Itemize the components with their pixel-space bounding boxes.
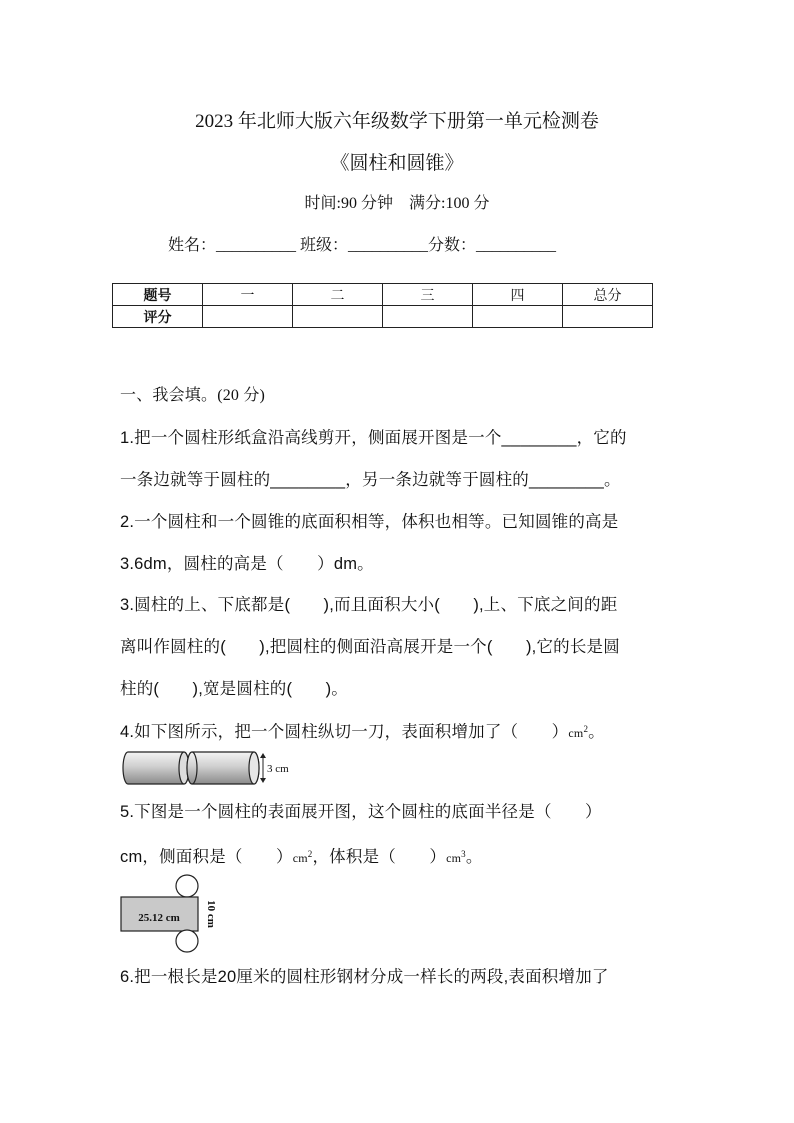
score-input-cell[interactable]: [293, 306, 383, 328]
score-table: [112, 283, 653, 328]
table-cell: 四: [473, 284, 563, 306]
cylinder-net-figure: [118, 873, 218, 955]
table-cell: 一: [203, 284, 293, 306]
time-score-line: 时间:90 分钟 满分:100 分: [304, 195, 490, 212]
unit-cm2: $cm^2$: [292, 849, 313, 865]
table-cell: 总分: [563, 284, 653, 306]
question-2-line-1: 2.一个圆柱和一个圆锥的底面积相等，体积也相等。已知圆锥的高是: [120, 513, 619, 531]
student-info-line: 姓名：__________ 班级：__________分数：__________: [168, 237, 557, 254]
score-input-cell[interactable]: [203, 306, 293, 328]
table-cell: 二: [293, 284, 383, 306]
table-row: [113, 284, 653, 306]
question-1-line-1: 1.把一个圆柱形纸盒沿高线剪开，侧面展开图是一个________，它的: [120, 429, 627, 447]
figure-height-label: 3 cm: [267, 763, 289, 775]
question-5-text-b: ，体积是（ ）: [312, 848, 447, 866]
question-6-line-1: 6.把一根长是20厘米的圆柱形钢材分成一样长的两段,表面积增加了: [120, 968, 609, 986]
question-3-line-3: 柱的( ),宽是圆柱的( )。: [120, 680, 348, 698]
page-subtitle: 《圆柱和圆锥》: [330, 153, 464, 174]
score-input-cell[interactable]: [563, 306, 653, 328]
table-cell: 评分: [113, 306, 203, 328]
question-5-text-a: cm，侧面积是（ ）: [120, 848, 293, 866]
score-input-cell[interactable]: [383, 306, 473, 328]
page-title: 2023 年北师大版六年级数学下册第一单元检测卷: [195, 111, 599, 132]
question-4-line: [120, 718, 605, 744]
question-1-line-2: 一条边就等于圆柱的________，另一条边就等于圆柱的________。: [120, 471, 621, 489]
question-2-line-2: 3.6dm，圆柱的高是（ ）dm。: [120, 555, 374, 573]
question-5-line-1: 5.下图是一个圆柱的表面展开图，这个圆柱的底面半径是（ ）: [120, 803, 602, 821]
question-5-end: 。: [465, 848, 483, 866]
section-heading: 一、我会填。(20 分): [120, 387, 266, 404]
question-4-text: 4.如下图所示，把一个圆柱纵切一刀，表面积增加了（ ）: [120, 723, 569, 741]
question-3-line-2: 离叫作圆柱的( ),把圆柱的侧面沿高展开是一个( ),它的长是圆: [120, 638, 620, 656]
score-input-cell[interactable]: [473, 306, 563, 328]
table-row: [113, 306, 653, 328]
question-4-end: 。: [588, 723, 605, 741]
unit-cm2: $cm^2$: [568, 724, 589, 740]
net-height-label: 10 cm: [205, 900, 217, 928]
question-5-line-2: [120, 843, 483, 869]
question-3-line-1: 3.圆柱的上、下底都是( ),而且面积大小( ),上、下底之间的距: [120, 596, 618, 614]
table-cell: 三: [383, 284, 473, 306]
net-width-label: 25.12 cm: [138, 912, 180, 924]
cylinder-cut-figure: [120, 748, 310, 790]
unit-cm3: $cm^3$: [446, 849, 466, 865]
table-cell: 题号: [113, 284, 203, 306]
